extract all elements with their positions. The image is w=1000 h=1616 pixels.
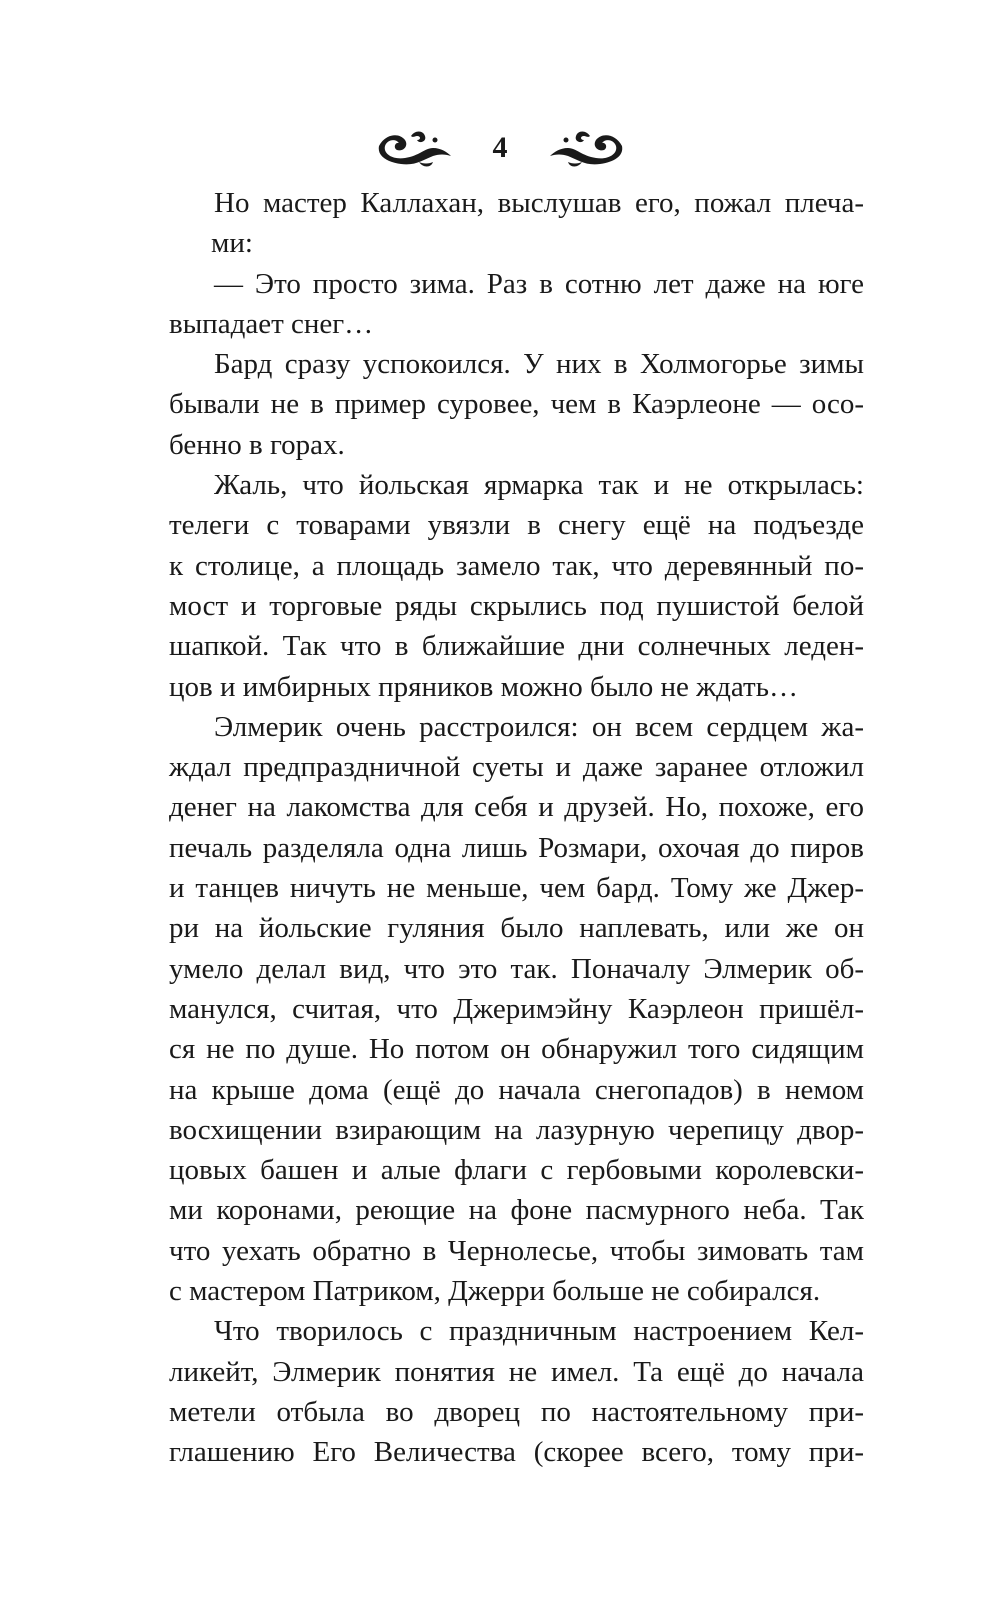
text-line: телеги с товарами увязли в снегу ещё на подъезде [169,509,864,542]
text-line: Элмерик очень расстроился: он всем сердцем жа- [214,710,864,743]
text-line: с мастером Патриком, Джерри больше не собирался. [169,1275,821,1308]
text-line: ми коронами, реющие на фоне пасмурного неба. Так [169,1194,864,1227]
text-line: бывали не в пример суровее, чем в Каэрлеоне — осо- [169,388,864,421]
text-line: глашению Его Величества (скорее всего, тому при- [169,1436,864,1469]
text-line: ликейт, Элмерик понятия не имел. Та ещё до начала [169,1355,864,1388]
fleuron-right-icon [548,126,626,170]
fleuron-left-icon [375,126,453,170]
text-line: ри на йольские гуляния было наплевать, или же он [169,912,864,945]
text-line: шапкой. Так что в ближайшие дни солнечных леден- [169,630,864,663]
text-line: мост и торговые ряды скрылись под пушистой белой [169,589,864,622]
paragraph [169,707,864,1311]
paragraph [211,183,864,264]
text-line: ми: [211,227,253,260]
text-line: Жаль, что йольская ярмарка так и не открылась: [214,469,864,502]
page-header [0,118,1000,178]
body-text [169,183,864,1473]
text-line: к столице, а площадь замело так, что деревянный по- [169,549,864,582]
page-number: 4 [492,131,508,164]
text-line: цов и имбирных пряников можно было не ждать… [169,670,798,703]
text-line: Бард сразу успокоился. У них в Холмогорье зимы [214,348,864,381]
paragraph [169,264,864,345]
text-line: и танцев ничуть не меньше, чем бард. Тому же Джер- [169,872,864,905]
text-line: бенно в горах. [169,428,345,461]
paragraph [169,344,864,465]
paragraph [169,1311,864,1472]
text-line: манулся, считая, что Джеримэйну Каэрлеон пришёл- [169,992,864,1025]
text-line: восхищении взирающим на лазурную черепицу двор- [169,1113,864,1146]
text-line: метели отбыла во дворец по настоятельному при- [169,1395,864,1428]
text-line: что уехать обратно в Чернолесье, чтобы зимовать там [169,1234,864,1267]
text-line: выпадает снег… [169,307,374,340]
text-line: цовых башен и алые флаги с гербовыми королевски- [169,1154,864,1187]
text-line: Что творилось с праздничным настроением Кел- [214,1315,864,1348]
text-line: умело делал вид, что это так. Поначалу Элмерик об- [169,952,864,985]
text-line: денег на лакомства для себя и друзей. Но, похоже, его [169,791,864,824]
text-line: ся не по душе. Но потом он обнаружил того сидящим [169,1033,864,1066]
text-line: — Это просто зима. Раз в сотню лет даже на юге [214,267,864,300]
text-line: на крыше дома (ещё до начала снегопадов) в немом [169,1073,864,1106]
text-line: Но мастер Каллахан, выслушав его, пожал плеча- [214,187,864,219]
text-line: печаль разделяла одна лишь Розмари, охочая до пиров [169,831,864,864]
text-line: ждал предпраздничной суеты и даже заранее отложил [169,751,864,784]
paragraph [169,465,864,707]
